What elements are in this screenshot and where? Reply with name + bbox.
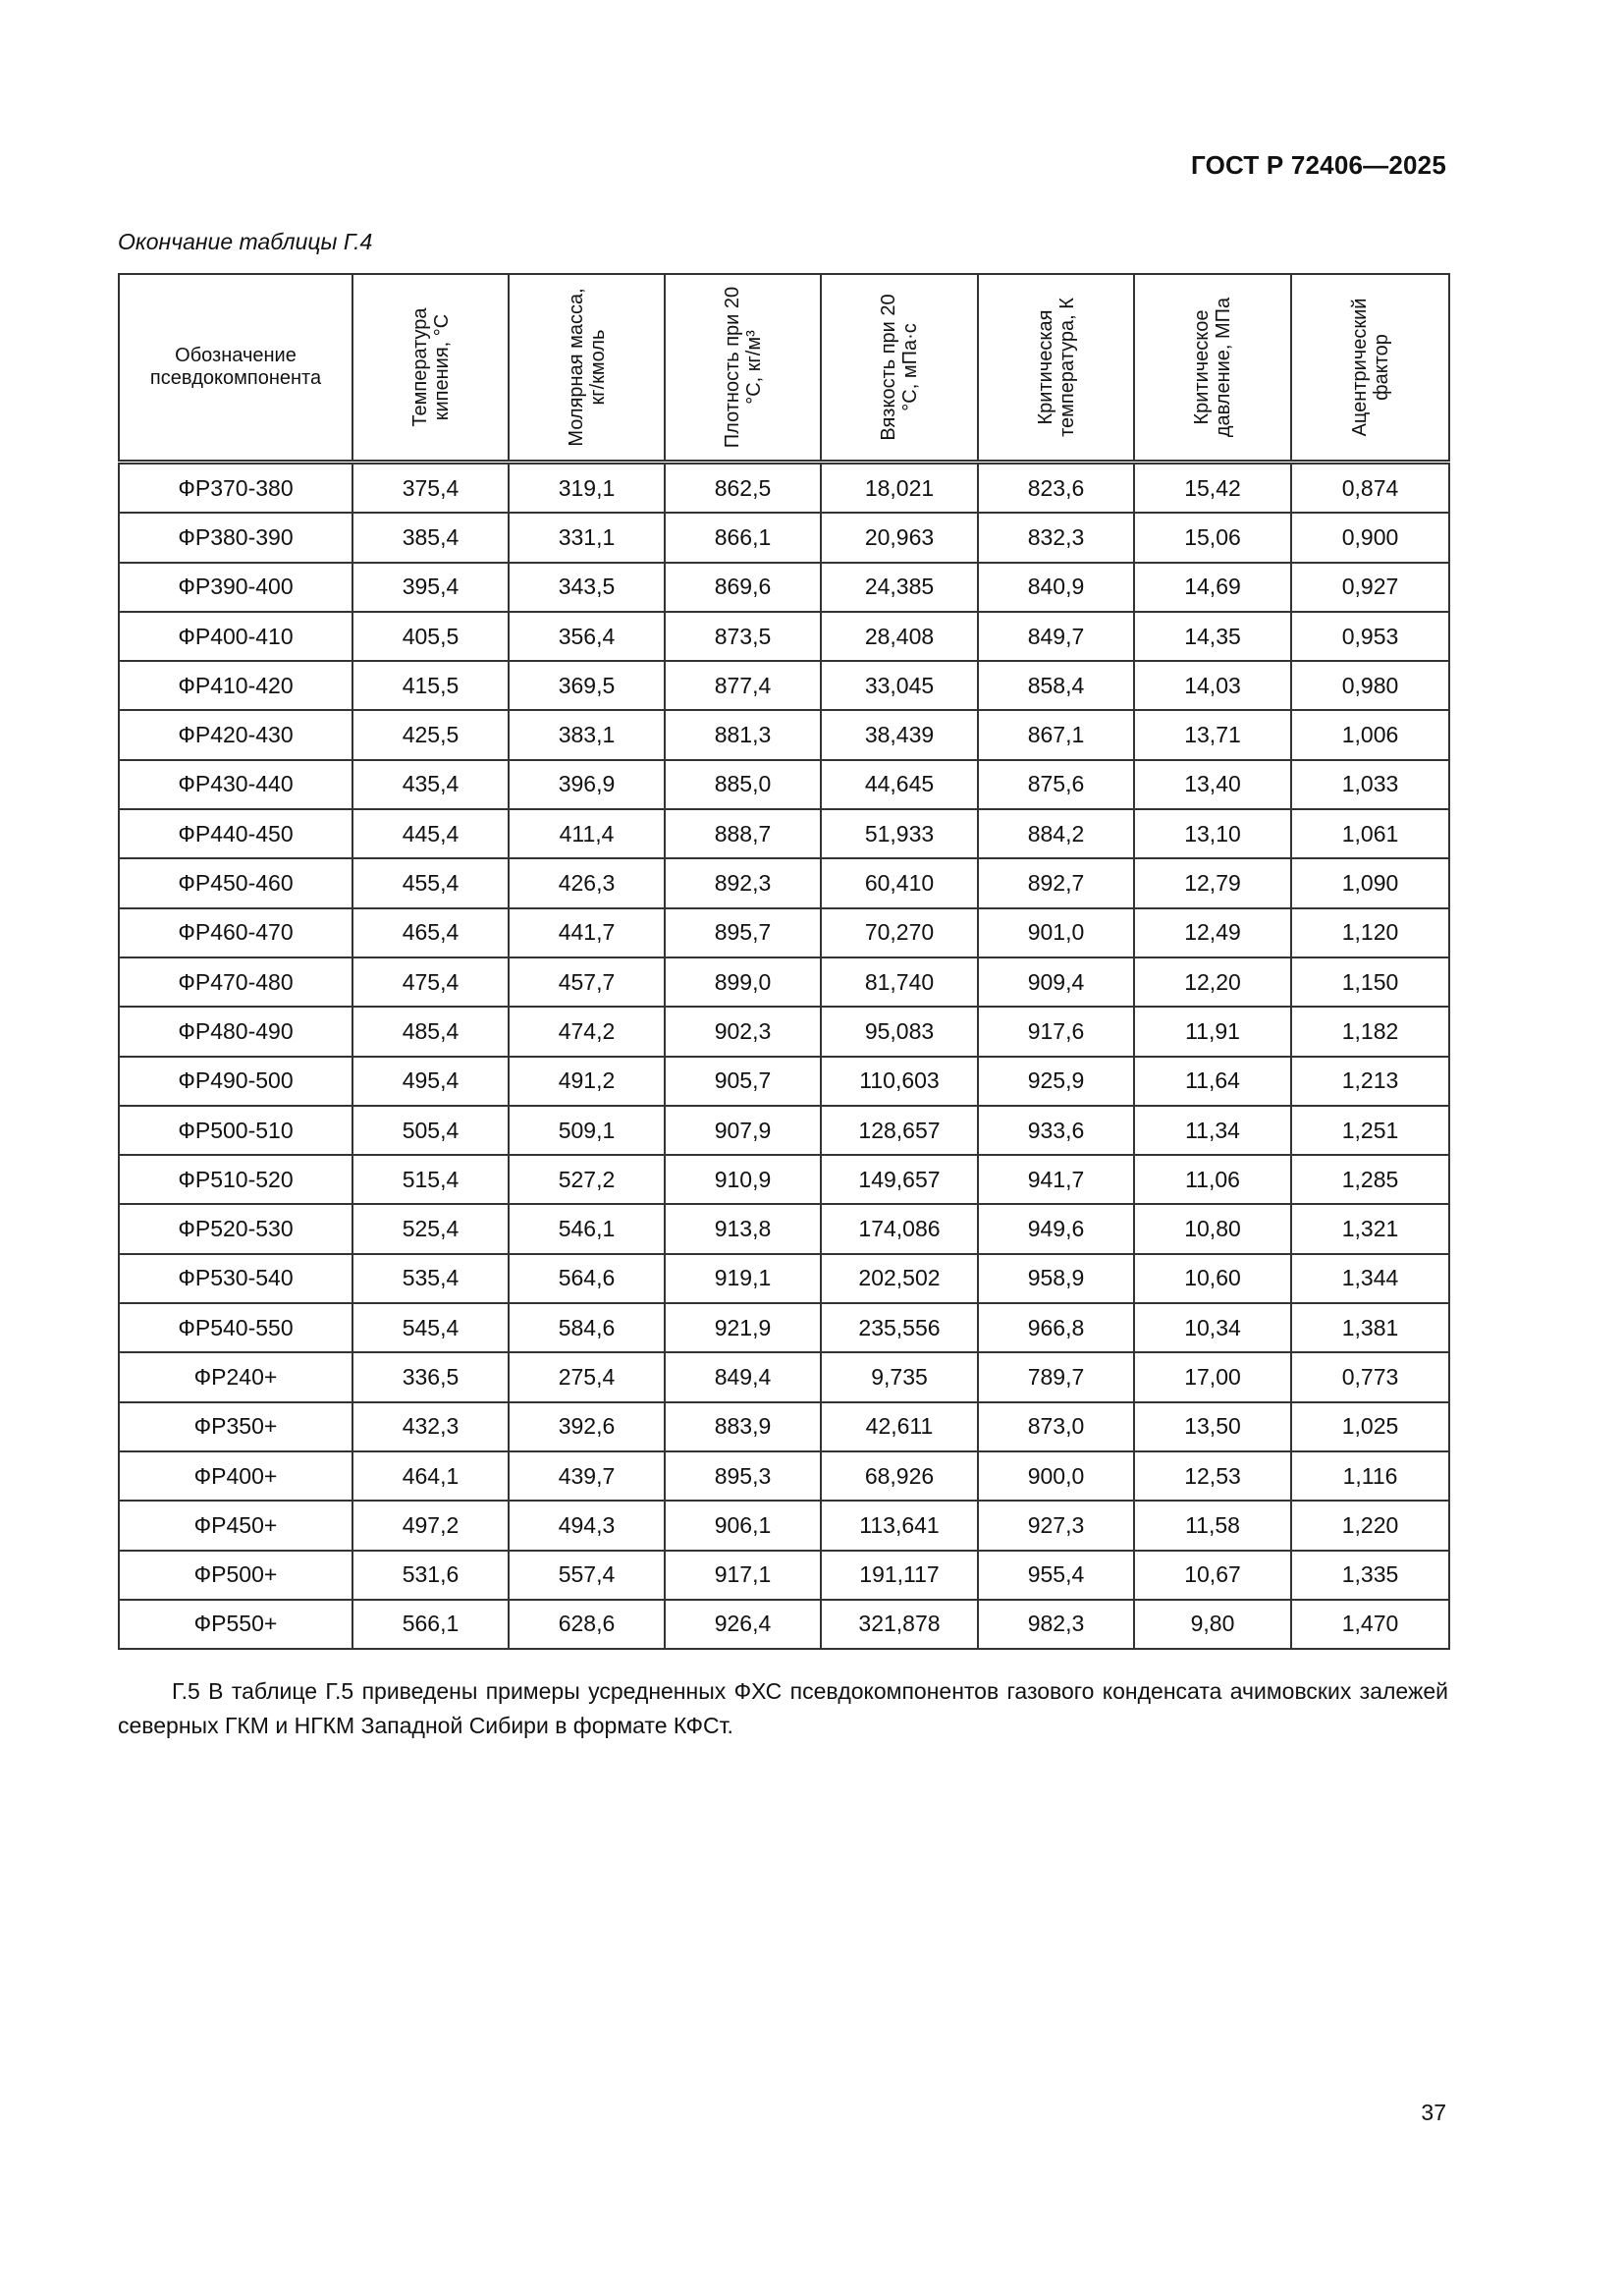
value-cell: 902,3 (665, 1007, 821, 1056)
value-cell: 485,4 (352, 1007, 509, 1056)
value-cell: 628,6 (509, 1600, 665, 1649)
value-cell: 11,64 (1134, 1057, 1291, 1106)
value-cell: 525,4 (352, 1204, 509, 1253)
value-cell: 515,4 (352, 1155, 509, 1204)
pseudocomponent-cell: ФР370-380 (119, 463, 352, 514)
value-cell: 527,2 (509, 1155, 665, 1204)
value-cell: 862,5 (665, 463, 821, 514)
column-header: Критическое давление, МПа (1134, 274, 1291, 463)
value-cell: 15,06 (1134, 513, 1291, 562)
value-cell: 174,086 (821, 1204, 978, 1253)
document-code: ГОСТ Р 72406—2025 (1191, 150, 1446, 180)
table-row (119, 1501, 1449, 1550)
pseudocomponent-cell: ФР550+ (119, 1600, 352, 1649)
pseudocomponent-cell: ФР390-400 (119, 563, 352, 612)
value-cell: 941,7 (978, 1155, 1134, 1204)
page-number: 37 (1421, 2100, 1446, 2125)
value-cell: 873,5 (665, 612, 821, 661)
value-cell: 0,953 (1291, 612, 1449, 661)
value-cell: 12,53 (1134, 1451, 1291, 1501)
value-cell: 235,556 (821, 1303, 978, 1352)
value-cell: 10,34 (1134, 1303, 1291, 1352)
value-cell: 907,9 (665, 1106, 821, 1155)
table-row (119, 809, 1449, 858)
table-row (119, 1254, 1449, 1303)
value-cell: 68,926 (821, 1451, 978, 1501)
value-cell: 906,1 (665, 1501, 821, 1550)
pseudocomponent-cell: ФР430-440 (119, 760, 352, 809)
value-cell: 38,439 (821, 710, 978, 759)
value-cell: 1,321 (1291, 1204, 1449, 1253)
value-cell: 51,933 (821, 809, 978, 858)
value-cell: 884,2 (978, 809, 1134, 858)
table-row (119, 563, 1449, 612)
value-cell: 12,49 (1134, 908, 1291, 957)
pseudocomponent-cell: ФР450+ (119, 1501, 352, 1550)
value-cell: 958,9 (978, 1254, 1134, 1303)
value-cell: 10,60 (1134, 1254, 1291, 1303)
value-cell: 392,6 (509, 1402, 665, 1451)
value-cell: 0,980 (1291, 661, 1449, 710)
value-cell: 823,6 (978, 463, 1134, 514)
pseudocomponent-cell: ФР470-480 (119, 957, 352, 1007)
value-cell: 405,5 (352, 612, 509, 661)
value-cell: 9,80 (1134, 1600, 1291, 1649)
pseudocomponent-cell: ФР420-430 (119, 710, 352, 759)
data-table (118, 273, 1450, 1650)
value-cell: 464,1 (352, 1451, 509, 1501)
value-cell: 383,1 (509, 710, 665, 759)
value-cell: 439,7 (509, 1451, 665, 1501)
pseudocomponent-cell: ФР400+ (119, 1451, 352, 1501)
value-cell: 566,1 (352, 1600, 509, 1649)
value-cell: 12,79 (1134, 858, 1291, 907)
value-cell: 14,03 (1134, 661, 1291, 710)
value-cell: 0,874 (1291, 463, 1449, 514)
value-cell: 110,603 (821, 1057, 978, 1106)
value-cell: 867,1 (978, 710, 1134, 759)
column-header: Вязкость при 20 °С, мПа·с (821, 274, 978, 463)
table-caption: Окончание таблицы Г.4 (118, 229, 373, 254)
value-cell: 0,773 (1291, 1352, 1449, 1401)
value-cell: 1,120 (1291, 908, 1449, 957)
table-row (119, 463, 1449, 514)
column-header: Плотность при 20 °С, кг/м³ (665, 274, 821, 463)
value-cell: 319,1 (509, 463, 665, 514)
value-cell: 455,4 (352, 858, 509, 907)
value-cell: 14,69 (1134, 563, 1291, 612)
value-cell: 926,4 (665, 1600, 821, 1649)
value-cell: 545,4 (352, 1303, 509, 1352)
table-row (119, 1303, 1449, 1352)
table-row (119, 1007, 1449, 1056)
value-cell: 425,5 (352, 710, 509, 759)
value-cell: 13,71 (1134, 710, 1291, 759)
value-cell: 457,7 (509, 957, 665, 1007)
value-cell: 535,4 (352, 1254, 509, 1303)
pseudocomponent-cell: ФР480-490 (119, 1007, 352, 1056)
pseudocomponent-cell: ФР500+ (119, 1551, 352, 1600)
value-cell: 474,2 (509, 1007, 665, 1056)
value-cell: 14,35 (1134, 612, 1291, 661)
value-cell: 584,6 (509, 1303, 665, 1352)
value-cell: 11,06 (1134, 1155, 1291, 1204)
pseudocomponent-cell: ФР510-520 (119, 1155, 352, 1204)
value-cell: 497,2 (352, 1501, 509, 1550)
value-cell: 33,045 (821, 661, 978, 710)
value-cell: 933,6 (978, 1106, 1134, 1155)
value-cell: 113,641 (821, 1501, 978, 1550)
value-cell: 899,0 (665, 957, 821, 1007)
value-cell: 411,4 (509, 809, 665, 858)
value-cell: 892,3 (665, 858, 821, 907)
value-cell: 895,3 (665, 1451, 821, 1501)
pseudocomponent-cell: ФР450-460 (119, 858, 352, 907)
value-cell: 1,220 (1291, 1501, 1449, 1550)
value-cell: 900,0 (978, 1451, 1134, 1501)
value-cell: 858,4 (978, 661, 1134, 710)
value-cell: 905,7 (665, 1057, 821, 1106)
table-row (119, 661, 1449, 710)
value-cell: 9,735 (821, 1352, 978, 1401)
value-cell: 13,40 (1134, 760, 1291, 809)
value-cell: 849,4 (665, 1352, 821, 1401)
table-row (119, 760, 1449, 809)
value-cell: 1,061 (1291, 809, 1449, 858)
value-cell: 1,090 (1291, 858, 1449, 907)
value-cell: 966,8 (978, 1303, 1134, 1352)
pseudocomponent-cell: ФР460-470 (119, 908, 352, 957)
value-cell: 1,381 (1291, 1303, 1449, 1352)
value-cell: 495,4 (352, 1057, 509, 1106)
value-cell: 149,657 (821, 1155, 978, 1204)
value-cell: 1,335 (1291, 1551, 1449, 1600)
value-cell: 895,7 (665, 908, 821, 957)
pseudocomponent-cell: ФР490-500 (119, 1057, 352, 1106)
value-cell: 13,10 (1134, 809, 1291, 858)
value-cell: 1,150 (1291, 957, 1449, 1007)
pseudocomponent-cell: ФР440-450 (119, 809, 352, 858)
value-cell: 426,3 (509, 858, 665, 907)
value-cell: 955,4 (978, 1551, 1134, 1600)
value-cell: 10,80 (1134, 1204, 1291, 1253)
value-cell: 10,67 (1134, 1551, 1291, 1600)
value-cell: 0,900 (1291, 513, 1449, 562)
value-cell: 396,9 (509, 760, 665, 809)
table-row (119, 1057, 1449, 1106)
table-header-row (119, 274, 1449, 463)
table-row (119, 612, 1449, 661)
value-cell: 369,5 (509, 661, 665, 710)
value-cell: 475,4 (352, 957, 509, 1007)
table-row (119, 1106, 1449, 1155)
table-row (119, 1451, 1449, 1501)
pseudocomponent-cell: ФР400-410 (119, 612, 352, 661)
body-paragraph: Г.5 В таблице Г.5 приведены примеры усредненных ФХС псевдокомпонентов газового конденсата ачимовских залежей северных ГКМ и НГКМ Западной Сибири в формате КФСт. (118, 1678, 1448, 1738)
value-cell: 465,4 (352, 908, 509, 957)
value-cell: 17,00 (1134, 1352, 1291, 1401)
value-cell: 321,878 (821, 1600, 978, 1649)
value-cell: 885,0 (665, 760, 821, 809)
pseudocomponent-cell: ФР380-390 (119, 513, 352, 562)
value-cell: 11,91 (1134, 1007, 1291, 1056)
value-cell: 925,9 (978, 1057, 1134, 1106)
value-cell: 917,6 (978, 1007, 1134, 1056)
value-cell: 1,344 (1291, 1254, 1449, 1303)
table-row (119, 1600, 1449, 1649)
value-cell: 883,9 (665, 1402, 821, 1451)
value-cell: 343,5 (509, 563, 665, 612)
value-cell: 789,7 (978, 1352, 1134, 1401)
value-cell: 24,385 (821, 563, 978, 612)
value-cell: 888,7 (665, 809, 821, 858)
table-row (119, 1204, 1449, 1253)
column-header: Критическая температура, К (978, 274, 1134, 463)
value-cell: 11,58 (1134, 1501, 1291, 1550)
value-cell: 546,1 (509, 1204, 665, 1253)
value-cell: 1,470 (1291, 1600, 1449, 1649)
value-cell: 441,7 (509, 908, 665, 957)
value-cell: 910,9 (665, 1155, 821, 1204)
value-cell: 20,963 (821, 513, 978, 562)
value-cell: 331,1 (509, 513, 665, 562)
value-cell: 531,6 (352, 1551, 509, 1600)
value-cell: 13,50 (1134, 1402, 1291, 1451)
table-row (119, 858, 1449, 907)
value-cell: 18,021 (821, 463, 978, 514)
value-cell: 917,1 (665, 1551, 821, 1600)
value-cell: 415,5 (352, 661, 509, 710)
table-row (119, 1551, 1449, 1600)
table-row (119, 1352, 1449, 1401)
value-cell: 866,1 (665, 513, 821, 562)
value-cell: 1,006 (1291, 710, 1449, 759)
value-cell: 873,0 (978, 1402, 1134, 1451)
table-body (119, 463, 1449, 1650)
value-cell: 128,657 (821, 1106, 978, 1155)
value-cell: 11,34 (1134, 1106, 1291, 1155)
value-cell: 869,6 (665, 563, 821, 612)
value-cell: 15,42 (1134, 463, 1291, 514)
value-cell: 849,7 (978, 612, 1134, 661)
table-row (119, 513, 1449, 562)
pseudocomponent-cell: ФР520-530 (119, 1204, 352, 1253)
value-cell: 1,182 (1291, 1007, 1449, 1056)
pseudocomponent-cell: ФР410-420 (119, 661, 352, 710)
value-cell: 445,4 (352, 809, 509, 858)
value-cell: 42,611 (821, 1402, 978, 1451)
value-cell: 60,410 (821, 858, 978, 907)
value-cell: 491,2 (509, 1057, 665, 1106)
column-header: Температура кипения, °С (352, 274, 509, 463)
value-cell: 919,1 (665, 1254, 821, 1303)
pseudocomponent-cell: ФР240+ (119, 1352, 352, 1401)
table-row (119, 1402, 1449, 1451)
value-cell: 877,4 (665, 661, 821, 710)
value-cell: 202,502 (821, 1254, 978, 1303)
table-row (119, 957, 1449, 1007)
pseudocomponent-cell: ФР540-550 (119, 1303, 352, 1352)
value-cell: 435,4 (352, 760, 509, 809)
value-cell: 909,4 (978, 957, 1134, 1007)
value-cell: 1,285 (1291, 1155, 1449, 1204)
value-cell: 892,7 (978, 858, 1134, 907)
value-cell: 81,740 (821, 957, 978, 1007)
pseudocomponent-cell: ФР530-540 (119, 1254, 352, 1303)
value-cell: 557,4 (509, 1551, 665, 1600)
value-cell: 432,3 (352, 1402, 509, 1451)
table-row (119, 1155, 1449, 1204)
column-header: Ацентрический фактор (1291, 274, 1449, 463)
value-cell: 336,5 (352, 1352, 509, 1401)
value-cell: 375,4 (352, 463, 509, 514)
value-cell: 875,6 (978, 760, 1134, 809)
value-cell: 1,251 (1291, 1106, 1449, 1155)
value-cell: 505,4 (352, 1106, 509, 1155)
value-cell: 95,083 (821, 1007, 978, 1056)
column-header: Обозначение псевдокомпонента (119, 274, 352, 463)
value-cell: 28,408 (821, 612, 978, 661)
value-cell: 901,0 (978, 908, 1134, 957)
table-row (119, 908, 1449, 957)
pseudocomponent-cell: ФР350+ (119, 1402, 352, 1451)
column-header: Молярная масса, кг/кмоль (509, 274, 665, 463)
value-cell: 1,025 (1291, 1402, 1449, 1451)
value-cell: 70,270 (821, 908, 978, 957)
value-cell: 949,6 (978, 1204, 1134, 1253)
value-cell: 356,4 (509, 612, 665, 661)
value-cell: 12,20 (1134, 957, 1291, 1007)
value-cell: 395,4 (352, 563, 509, 612)
value-cell: 982,3 (978, 1600, 1134, 1649)
value-cell: 921,9 (665, 1303, 821, 1352)
value-cell: 0,927 (1291, 563, 1449, 612)
value-cell: 913,8 (665, 1204, 821, 1253)
value-cell: 1,116 (1291, 1451, 1449, 1501)
value-cell: 1,033 (1291, 760, 1449, 809)
table-row (119, 710, 1449, 759)
value-cell: 191,117 (821, 1551, 978, 1600)
value-cell: 509,1 (509, 1106, 665, 1155)
value-cell: 385,4 (352, 513, 509, 562)
value-cell: 1,213 (1291, 1057, 1449, 1106)
value-cell: 494,3 (509, 1501, 665, 1550)
value-cell: 927,3 (978, 1501, 1134, 1550)
value-cell: 564,6 (509, 1254, 665, 1303)
value-cell: 44,645 (821, 760, 978, 809)
value-cell: 840,9 (978, 563, 1134, 612)
pseudocomponent-cell: ФР500-510 (119, 1106, 352, 1155)
value-cell: 832,3 (978, 513, 1134, 562)
value-cell: 275,4 (509, 1352, 665, 1401)
value-cell: 881,3 (665, 710, 821, 759)
